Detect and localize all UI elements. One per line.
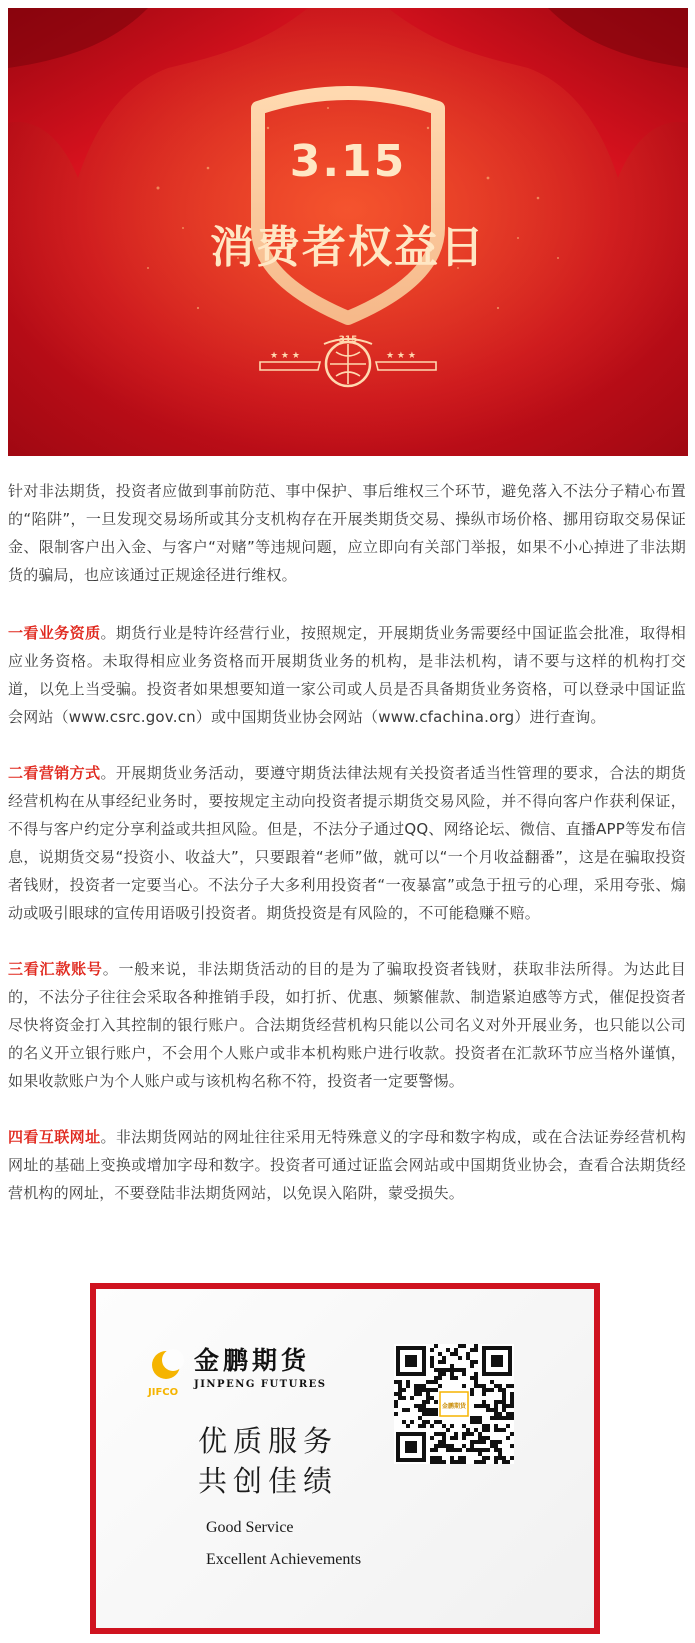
company-logo-icon (146, 1347, 190, 1399)
qr-code-icon[interactable] (394, 1344, 514, 1464)
banner-image (8, 8, 688, 456)
company-name-cn: 金鹏期货 (194, 1346, 311, 1375)
section-text-qualification: 。期货行业是特许经营行业，按照规定，开展期货业务需要经中国证监会批准，取得相应业务资格。未取得相应业务资格而开展期货业务的机构，是非法机构，请不要与这样的机构打交道，以免上当受骗。投资者如果想要知道一家公司或人员是否具备期货业务资格，可以登录中国证监会网站（www.csrc.gov.cn）或中国期货业协会网站（www.cfachina.org）进行查询。 (8, 624, 686, 726)
banner-year: 3.15 (289, 136, 407, 187)
section-text-marketing: 。开展期货业务活动，要遵守期货法律法规有关投资者适当性管理的要求，合法的期货经营机构在从事经纪业务时，要按规定主动向投资者提示期货交易风险，并不得向客户作获利保证，不得与客户约定分享利益或共担风险。但是，不法分子通过QQ、网络论坛、微信、直播APP等发布信息，说期货交易“投资小、收益大”，只要跟着“老师”做，就可以“一个月收益翻番”，这是在骗取投资者钱财，投资者一定要当心。不法分子大多利用投资者“一夜暴富”或急于扭亏的心理，采用夸张、煽动或吸引眼球的宣传用语吸引投资者。期货投资是有风险的，不可能稳赚不赔。 (8, 764, 686, 922)
intro-text: 针对非法期货，投资者应做到事前防范、事中保护、事后维权三个环节，避免落入不法分子精心布置的“陷阱”，一旦发现交易场所或其分支机构存在开展类期货交易、操纵市场价格、挪用窃取交易保证金、限制客户出入金、与客户“对赌”等违规问题，应立即向有关部门举报，如果不小心掉进了非法期货的骗局，也应该通过正规途径进行维权。 (8, 482, 686, 584)
company-card (90, 1283, 600, 1634)
section-lead-remittance: 三看汇款账号 (8, 960, 103, 978)
svg-text:JIFCO: JIFCO (148, 1387, 179, 1398)
company-name-en: JINPENG FUTURES (194, 1379, 327, 1390)
svg-text:315: 315 (338, 335, 358, 345)
slogan-en-line-1: Good Service (206, 1519, 294, 1536)
section-paragraph-marketing (8, 759, 686, 927)
section-text-remittance: 。一般来说，非法期货活动的目的是为了骗取投资者钱财，获取非法所得。为达此目的，不法分子往往会采取各种推销手段，如打折、优惠、频繁催款、制造紧迫感等方式，催促投资者尽快将资金打入其控制的银行账户。合法期货经营机构只能以公司名义对外开展业务，也只能以公司的名义开立银行账户，不会用个人账户或非本机构账户进行收款。投资者在汇款环节应当格外谨慎，如果收款账户为个人账户或与该机构名称不符，投资者一定要警惕。 (8, 960, 686, 1090)
slogan-en (206, 1512, 361, 1576)
section-paragraph-website (8, 1123, 686, 1207)
section-paragraph-remittance (8, 955, 686, 1095)
article-body (8, 477, 686, 1235)
svg-text:★ ★ ★: ★ ★ ★ (386, 351, 416, 361)
slogan-en-line-2: Excellent Achievements (206, 1551, 362, 1568)
banner-title: 消费者权益日 (210, 222, 486, 273)
section-text-website: 。非法期货网站的网址往往采用无特殊意义的字母和数字构成，或在合法证券经营机构网址的基础上变换或增加字母和数字。投资者可通过证监会网站或中国期货业协会，查看合法期货经营机构的网址，不要登陆非法期货网站，以免误入陷阱，蒙受损失。 (8, 1128, 686, 1202)
intro-paragraph (8, 477, 686, 589)
section-paragraph-qualification (8, 619, 686, 731)
section-lead-marketing: 二看营销方式 (8, 764, 101, 782)
card-background (96, 1289, 594, 1628)
section-lead-qualification: 一看业务资质 (8, 624, 101, 642)
section-lead-website: 四看互联网址 (8, 1128, 101, 1146)
slogan-cn-line-1: 优质服务 (198, 1424, 339, 1458)
svg-text:金鹏期货: 金鹏期货 (441, 1403, 467, 1410)
slogan-cn-line-2: 共创佳绩 (198, 1464, 339, 1498)
slogan-cn (198, 1421, 338, 1501)
svg-text:★ ★ ★: ★ ★ ★ (270, 351, 300, 361)
